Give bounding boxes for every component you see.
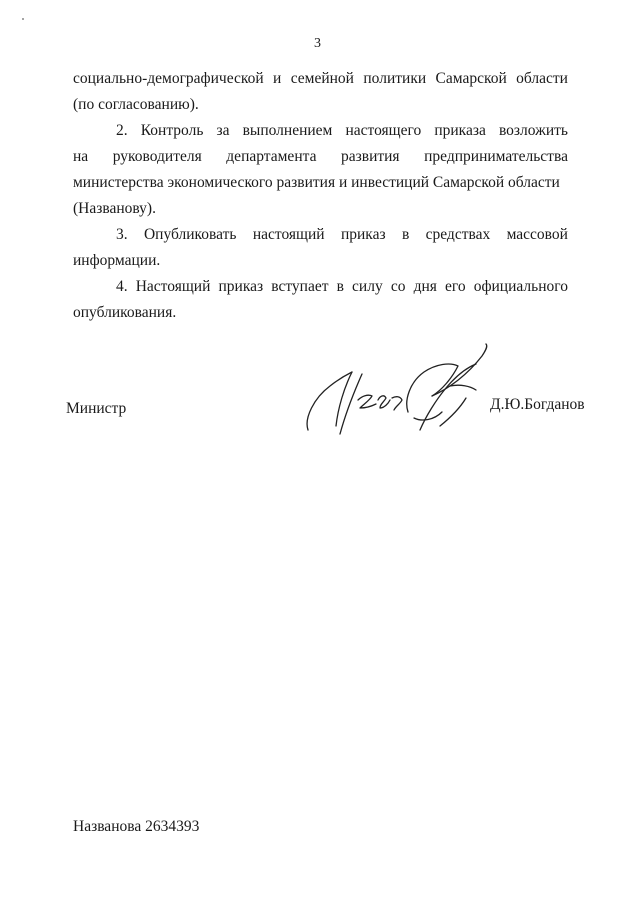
- word: со: [390, 278, 406, 295]
- paragraph-3-line-1: [116, 226, 568, 244]
- paragraph-4-line-1: [116, 278, 568, 296]
- word: средствах: [425, 226, 491, 243]
- word: приказ: [340, 226, 386, 243]
- word: департамента: [226, 148, 317, 165]
- word: массовой: [506, 226, 568, 243]
- paragraph-3-line-2: информации.: [73, 252, 161, 269]
- paragraph-1-line-1: [73, 70, 568, 88]
- word: развития: [341, 148, 400, 165]
- word: политики: [363, 70, 427, 87]
- paragraph-2-line-1: [116, 122, 568, 140]
- paragraph-2-line-2: [73, 148, 568, 166]
- paragraph-2-line-4: (Названову).: [73, 200, 156, 217]
- word: настоящий: [252, 226, 325, 243]
- handwritten-signature: [300, 338, 500, 438]
- word: выполнением: [242, 122, 333, 139]
- scan-dot: [22, 18, 24, 20]
- word: официального: [473, 278, 568, 295]
- word: 2.: [116, 122, 128, 139]
- executor-contact: Названова 2634393: [73, 818, 200, 835]
- paragraph-1-line-2: (по согласованию).: [73, 96, 199, 113]
- word: Опубликовать: [143, 226, 237, 243]
- word: приказа: [434, 122, 486, 139]
- paragraph-4-line-2: опубликования.: [73, 304, 177, 321]
- signer-title: Министр: [66, 400, 127, 417]
- word: вступает: [271, 278, 329, 295]
- word: социально-демографической: [73, 70, 264, 87]
- word: в: [336, 278, 344, 295]
- word: 3.: [116, 226, 128, 243]
- signer-name: Д.Ю.Богданов: [490, 396, 585, 413]
- word: на: [73, 148, 89, 165]
- word: семейной: [290, 70, 354, 87]
- word: 4.: [116, 278, 128, 295]
- word: приказ: [218, 278, 264, 295]
- word: Самарской: [435, 70, 507, 87]
- word: за: [216, 122, 230, 139]
- word: в: [401, 226, 410, 243]
- paragraph-2-line-3: министерства экономического развития и инвестиций Самарской области: [73, 174, 560, 191]
- word: и: [273, 70, 282, 87]
- word: его: [445, 278, 466, 295]
- word: предпринимательства: [424, 148, 568, 165]
- page-number: 3: [314, 36, 321, 51]
- word: руководителя: [112, 148, 202, 165]
- word: настоящего: [345, 122, 422, 139]
- word: возложить: [498, 122, 568, 139]
- word: дня: [413, 278, 437, 295]
- word: Контроль: [140, 122, 204, 139]
- word: силу: [352, 278, 383, 295]
- word: области: [516, 70, 568, 87]
- word: Настоящий: [135, 278, 211, 295]
